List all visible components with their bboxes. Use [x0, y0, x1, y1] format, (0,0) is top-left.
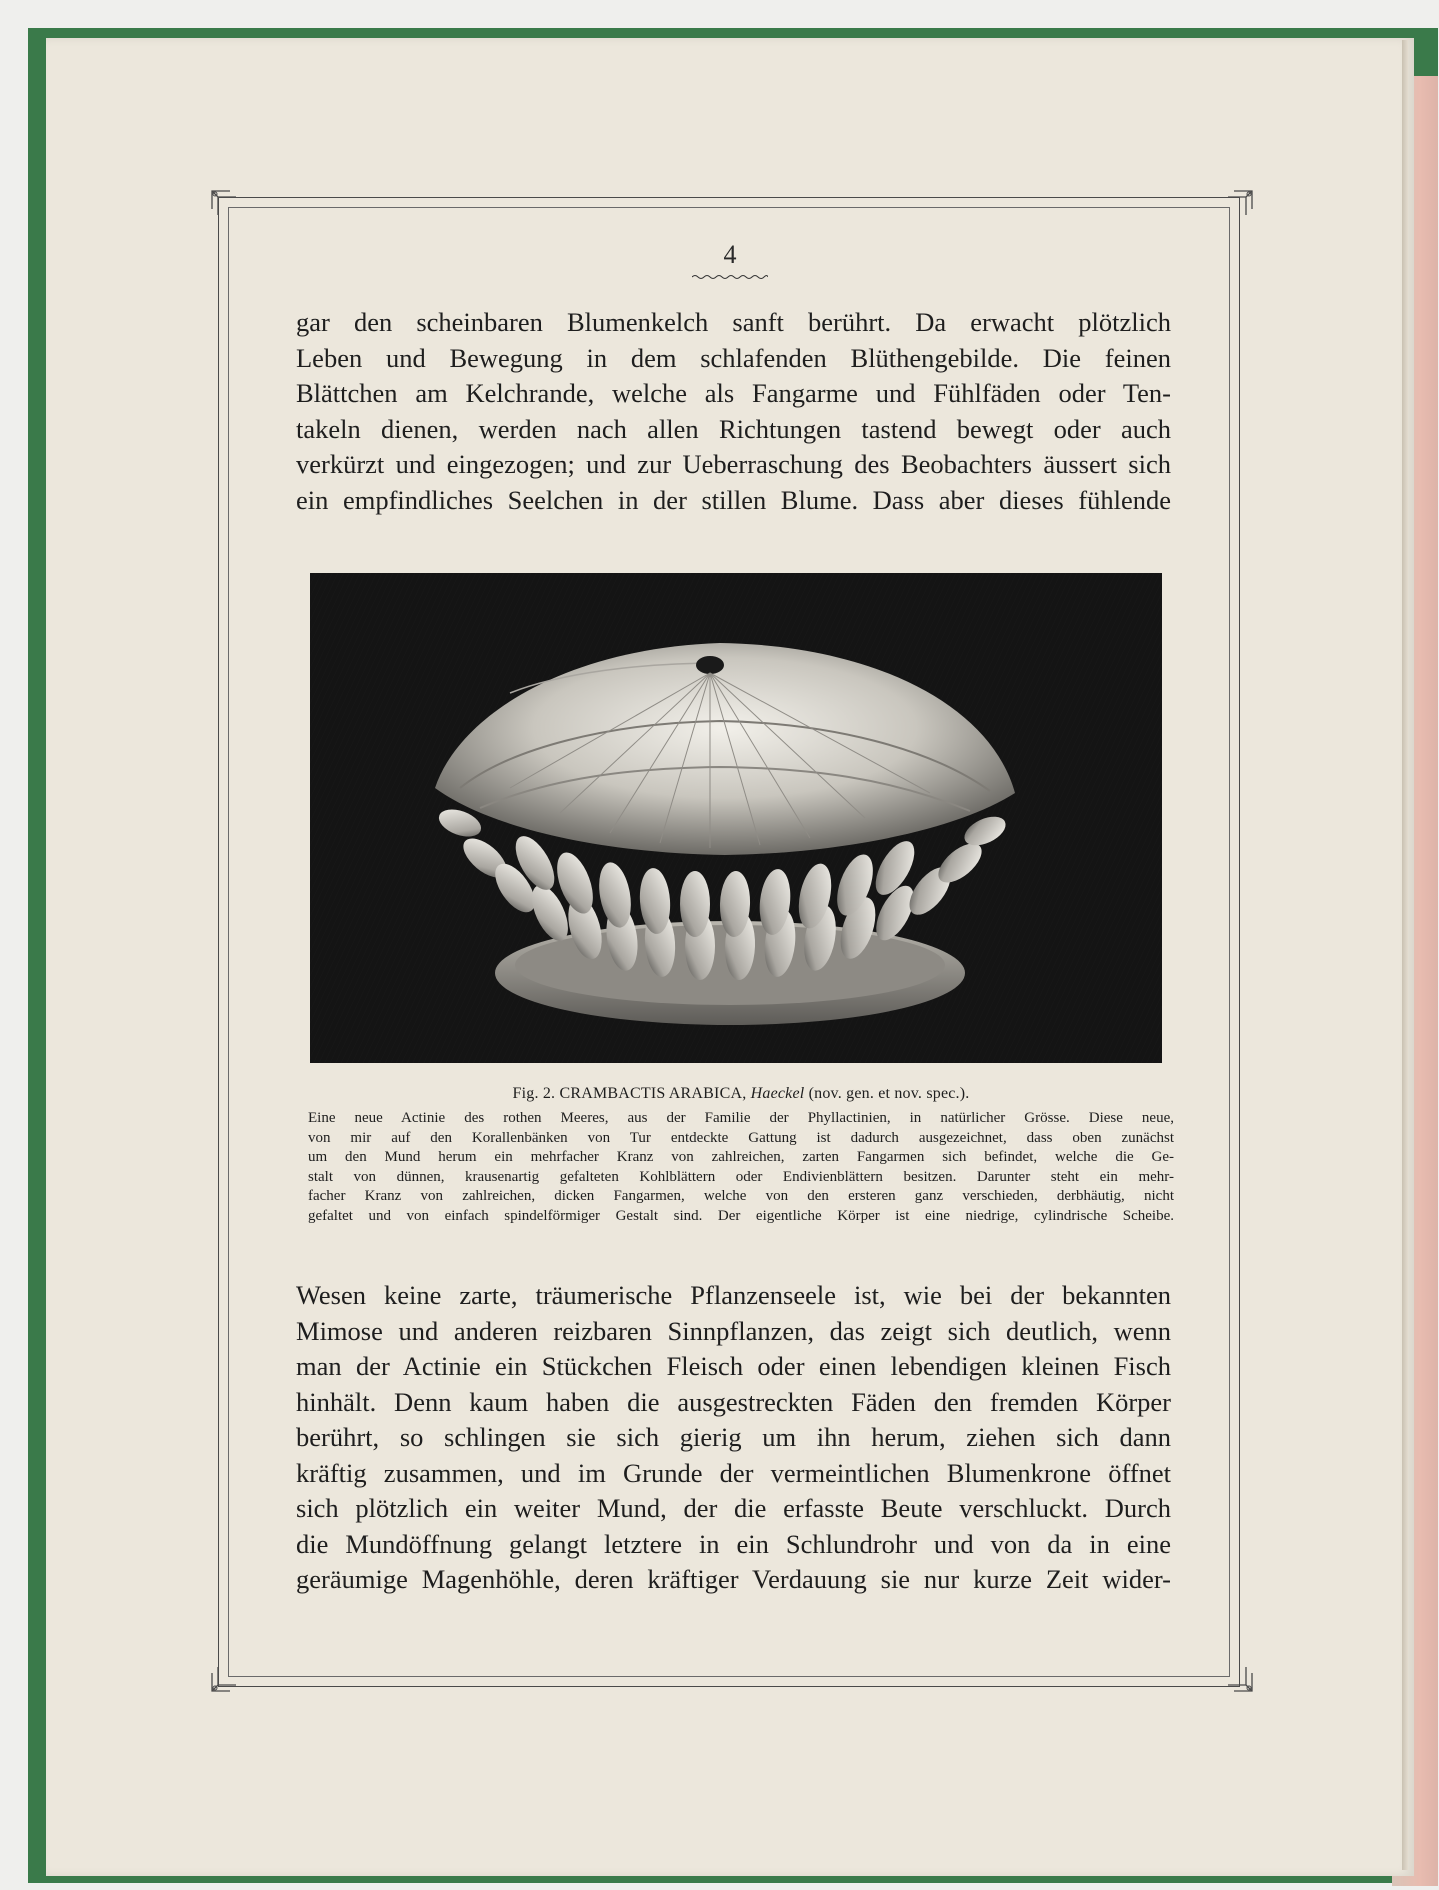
caption-title — [308, 1085, 1174, 1103]
text-line: man der Actinie ein Stückchen Fleisch oder einen lebendigen kleinen Fisch — [296, 1351, 1171, 1381]
body-text-bottom — [296, 1278, 1171, 1598]
body-text-top — [296, 305, 1171, 518]
page-number-rule — [692, 274, 768, 280]
text-line: geräumige Magenhöhle, deren kräftiger Verdauung sie nur kurze Zeit wider- — [296, 1564, 1171, 1594]
caption-body — [308, 1109, 1174, 1226]
text-line: berührt, so schlingen sie sich gierig um ihn herum, ziehen sich dann — [296, 1422, 1171, 1452]
text-line: Leben und Bewegung in dem schlafenden Blüthengebilde. Die feinen — [296, 342, 1171, 373]
caption-line: stalt von dünnen, krausenartig gefalteten Kohlblättern oder Endivienblättern besitzen. Darunter steht ein mehr- — [308, 1168, 1174, 1185]
species-author: Haeckel — [750, 1085, 805, 1102]
text-line: ein empfindliches Seelchen in der stillen Blume. Dass aber dieses fühlende — [296, 484, 1171, 515]
text-line: takeln dienen, werden nach allen Richtungen tastend bewegt oder auch — [296, 413, 1171, 444]
caption-line: Eine neue Actinie des rothen Meeres, aus der Familie der Phyllactinien, in natürlicher Grösse. Diese neue, — [308, 1110, 1174, 1126]
sea-anemone-engraving — [310, 573, 1162, 1063]
text-line: die Mundöffnung gelangt letztere in ein Schlundrohr und von da in eine — [296, 1528, 1171, 1559]
caption-line: um den Mund herum ein mehrfacher Kranz von zahlreichen, zarten Fangarmen sich befindet, welche die Ge- — [308, 1149, 1174, 1165]
species-note: (nov. gen. et nov. spec.). — [808, 1085, 970, 1102]
text-line: kräftig zusammen, und im Grunde der vermeintlichen Blumenkrone öffnet — [296, 1457, 1171, 1488]
text-line: sich plötzlich ein weiter Mund, der die erfasste Beute verschluckt. Durch — [296, 1493, 1171, 1523]
figure-caption — [308, 1085, 1174, 1226]
engraving-illustration — [310, 573, 1162, 1063]
caption-line: von mir auf den Korallenbänken von Tur entdeckte Gattung ist dadurch ausgezeichnet, dass oben zunächst — [308, 1129, 1174, 1146]
text-line: Wesen keine zarte, träumerische Pflanzenseele ist, wie bei der bekannten — [296, 1280, 1171, 1310]
text-line: Blättchen am Kelchrande, welche als Fangarme und Fühlfäden oder Ten- — [296, 378, 1171, 408]
caption-line: facher Kranz von zahlreichen, dicken Fangarmen, welche von den ersteren ganz verschieden, derbhäutig, nicht — [308, 1188, 1174, 1204]
figure-label: Fig. 2. — [512, 1085, 556, 1102]
frame-corner-ornament — [1228, 1667, 1256, 1695]
text-line: hinhält. Denn kaum haben die ausgestreckten Fäden den fremden Körper — [296, 1386, 1171, 1417]
frame-corner-ornament — [208, 1667, 236, 1695]
species-name: CRAMBACTIS ARABICA, — [559, 1085, 747, 1102]
text-line: verkürzt und eingezogen; und zur Ueberraschung des Beobachters äussert sich — [296, 449, 1171, 479]
frame-corner-ornament — [1228, 187, 1256, 215]
page-edge — [1402, 40, 1408, 1870]
page-number: 4 — [723, 240, 737, 269]
frame-corner-ornament — [208, 187, 236, 215]
text-line: gar den scheinbaren Blumenkelch sanft berührt. Da erwacht plötzlich — [296, 307, 1171, 337]
text-line: Mimose und anderen reizbaren Sinnpflanzen, das zeigt sich deutlich, wenn — [296, 1315, 1171, 1346]
caption-line: gefaltet und von einfach spindelförmiger Gestalt sind. Der eigentliche Körper ist eine niedrige, cylindrische Scheibe. — [308, 1207, 1174, 1224]
